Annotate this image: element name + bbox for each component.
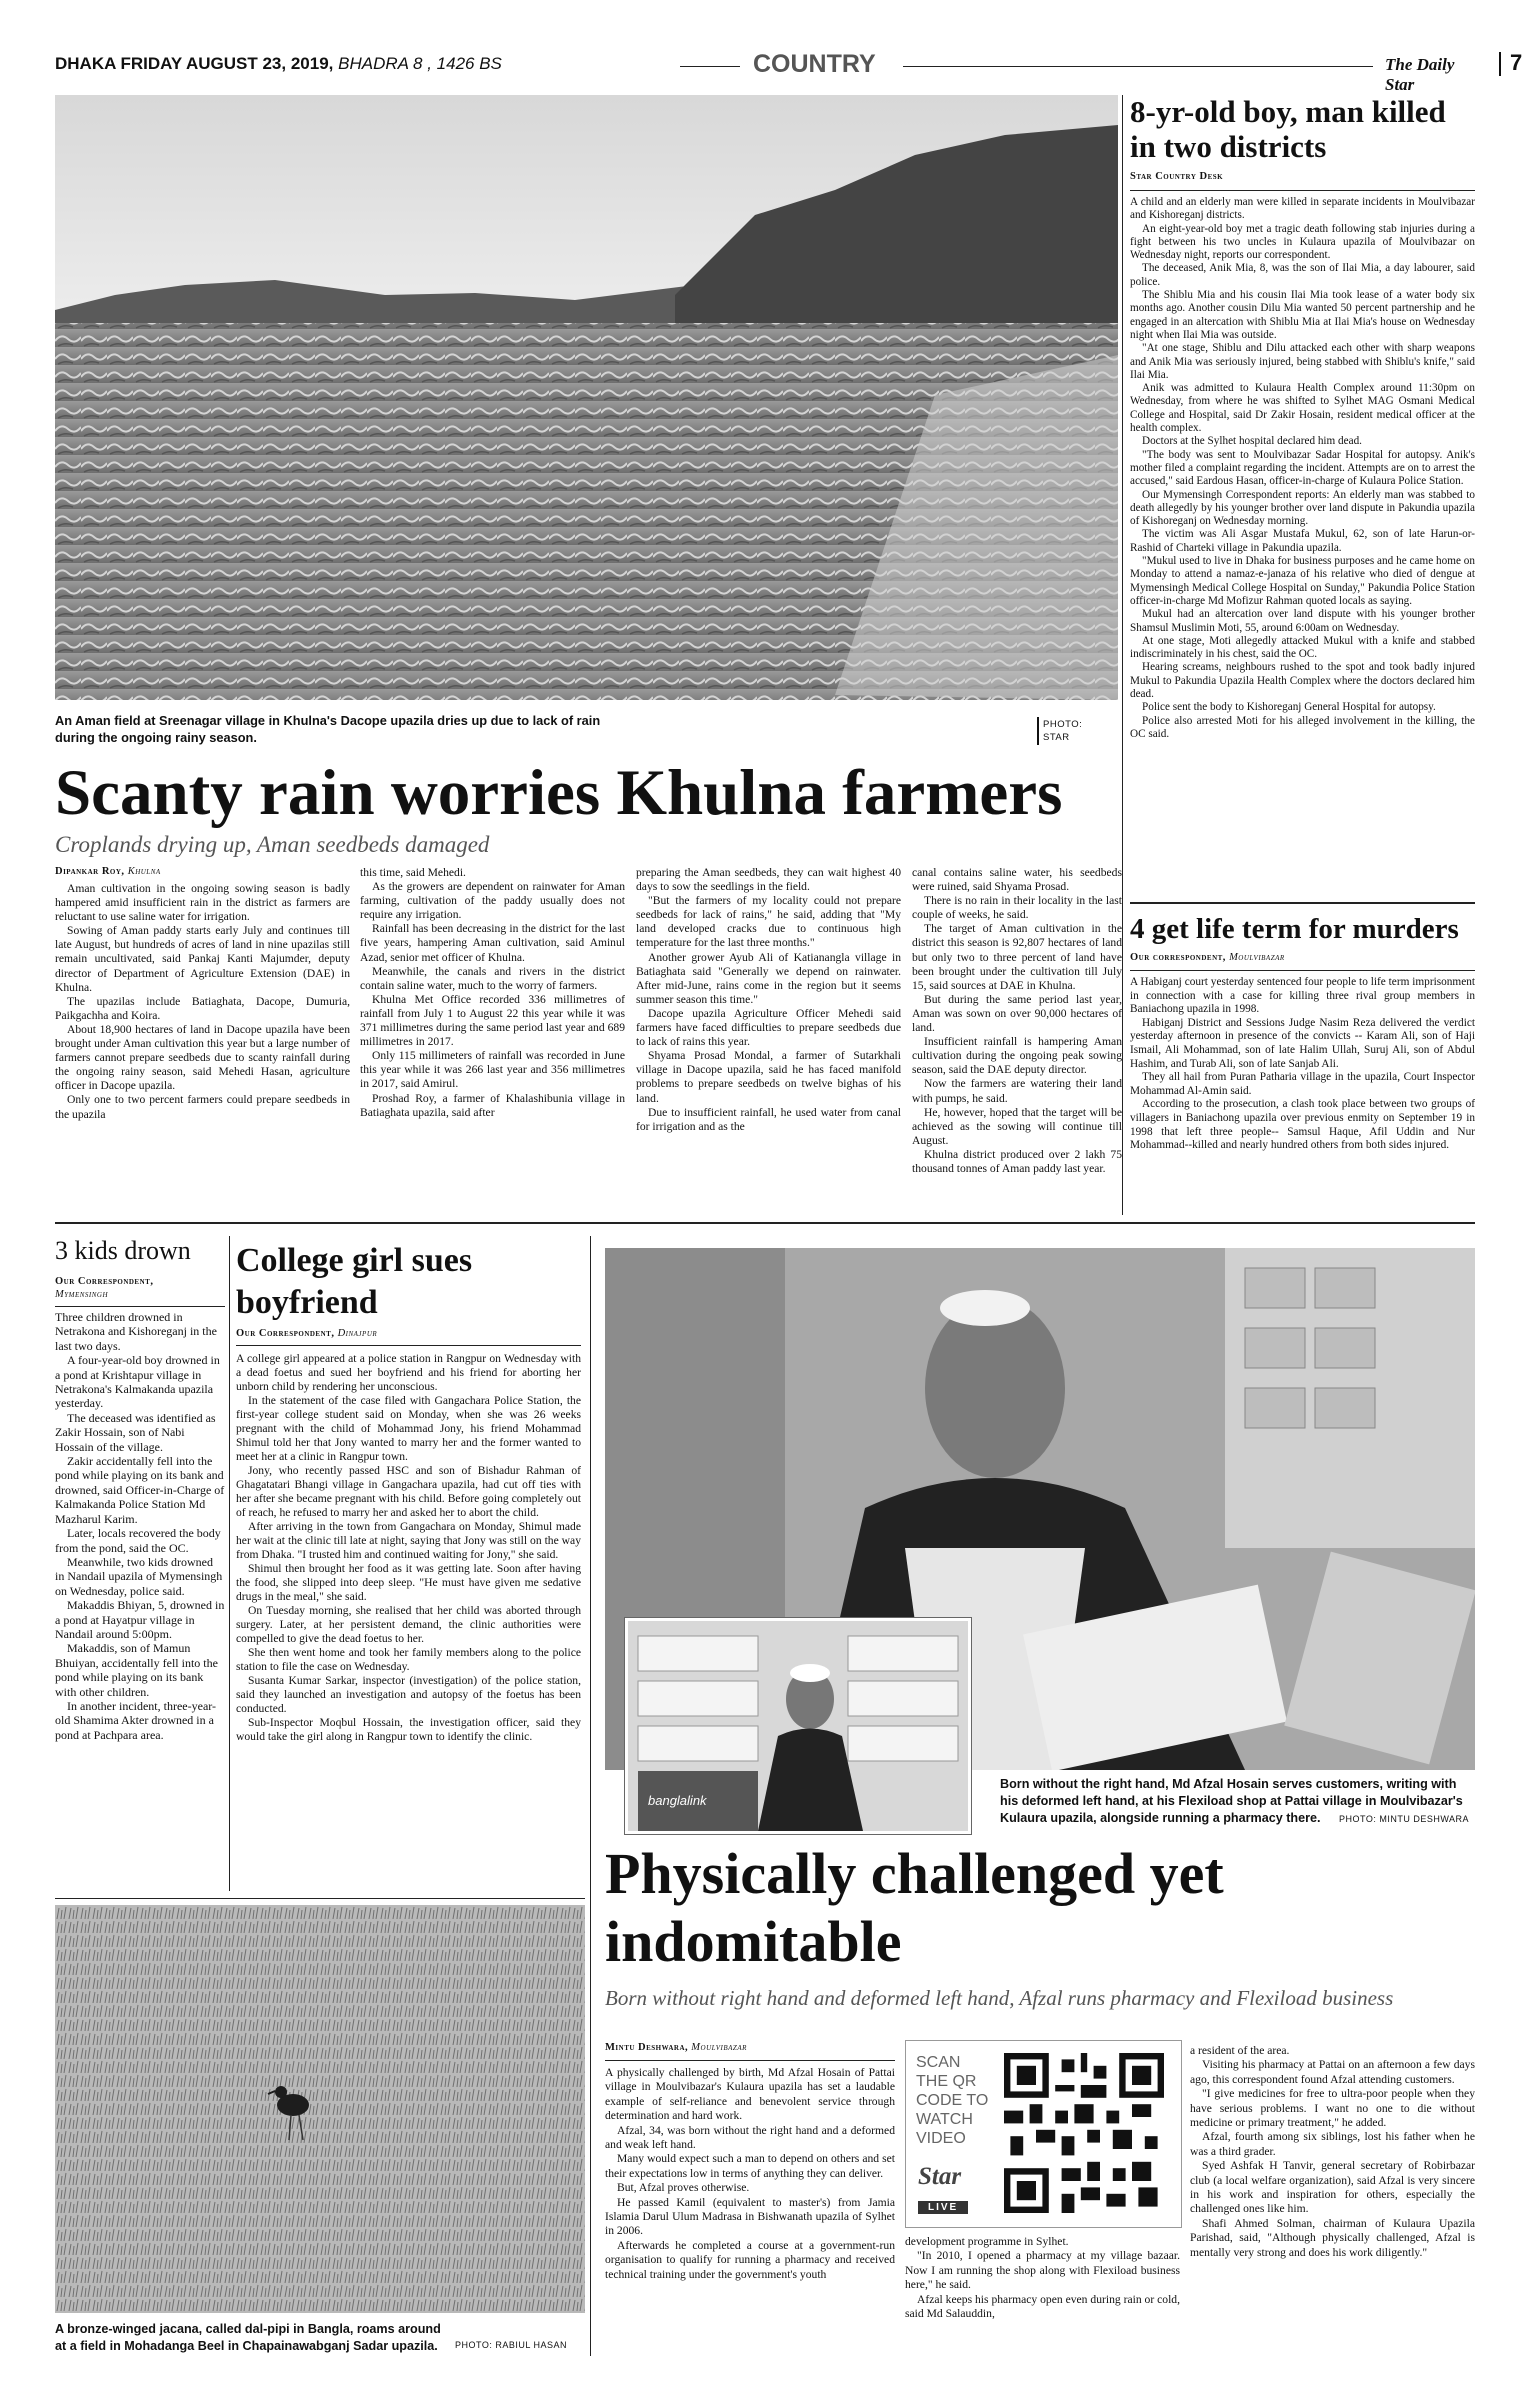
college-para: In the statement of the case filed with Gangachara Police Station, the first-year college student said on Monday, when she was 26 weeks pregnant with the child of Mohammad Jony, his friend Mohammad Shimul told her that Jony wanted to marry her and the former wanted to meet her at a clinic in Rangpur town.: [236, 1394, 581, 1463]
lead-para: But during the same period last year, Aman was sown on over 90,000 hectares of land.: [912, 992, 1122, 1035]
qr-block: [905, 2040, 1182, 2228]
lead-subhead: Croplands drying up, Aman seedbeds damaged: [55, 832, 490, 857]
afzal-para: Afzal, fourth among six siblings, lost his father when he was a third grader.: [1190, 2130, 1475, 2158]
life-term-byline-rule: [1130, 970, 1475, 971]
boy-para: "The body was sent to Moulvibazar Sadar Hospital for autopsy. Anik's mother filed a complaint regarding the incident. Attempts are on to arrest the accused," said Eardous Hasan, officer-in-charge of Kulaura Police Station.: [1130, 448, 1475, 488]
afzal-byline-name: Mintu Deshwara,: [605, 2042, 689, 2053]
masthead: [55, 50, 1523, 94]
kids-headline: 3 kids drown: [55, 1236, 191, 1265]
afzal-byline-place: Moulvibazar: [691, 2042, 747, 2053]
jacana-photo: [55, 1905, 585, 2313]
lead-para: Now the farmers are watering their land with pumps, he said.: [912, 1077, 1122, 1105]
lead-para: Khulna district produced over 2 lakh 75 thousand tonnes of Aman paddy last year.: [912, 1147, 1122, 1175]
lead-para: "But the farmers of my locality could not prepare seedbeds for lack of rains," he said, adding that "My land developed cracks due to continuous high temperature for the last three months.": [636, 894, 901, 950]
life-term-para: According to the prosecution, a clash took place between two groups of villagers in Baniachong upazila over previous enmity on September 19 in 1998 that left three people-- Samsul Haque, Afil Uddin and Nur Mohammad--killed and nearly hundred others from both sides injured.: [1130, 1098, 1475, 1152]
boy-para: An eight-year-old boy met a tragic death following stab injuries during a fight between his two uncles in Kulaura upazila of Moulvibazar on Wednesday night, reports our correspondent.: [1130, 222, 1475, 262]
kids-byline-place: Mymensingh: [55, 1289, 109, 1300]
lead-para: Rainfall has been decreasing in the district for the last five years, hampering Aman cultivation, said Aminul Azad, senior met officer of Khulna.: [360, 922, 625, 964]
afzal-byline-rule: [605, 2060, 895, 2061]
kids-para: Later, locals recovered the body from the pond, said the OC.: [55, 1526, 221, 1555]
lead-para: Meanwhile, the canals and rivers in the district contain saline water, much to the worry of farmers.: [360, 964, 625, 992]
life-term-byline: [1130, 952, 1285, 963]
masthead-rule-left: [680, 66, 740, 67]
life-term-byline-name: Our correspondent,: [1130, 952, 1226, 963]
lead-para: Aman cultivation in the ongoing sowing season is badly hampered amid insufficient rain in the district as farmers are reluctant to use saline water for irrigation.: [55, 882, 350, 924]
afzal-para: Afzal keeps his pharmacy open even during rain or cold, said Md Salauddin,: [905, 2292, 1180, 2321]
afzal-inset-photo: [625, 1618, 971, 1834]
boy-byline: Star Country Desk: [1130, 171, 1224, 182]
afzal-para: "I give medicines for free to ultra-poor people when they have serious problems. I want no one to die without medicine or primary treatment," he added.: [1190, 2087, 1475, 2130]
college-byline: [236, 1328, 377, 1339]
afzal-para: He passed Kamil (equivalent to master's) from Jamia Islamia Darul Ulum Madrasa in Bishwanath upazila of Sylhet in 2006.: [605, 2195, 895, 2238]
lead-para: Only one to two percent farmers could prepare seedbeds in the upazila: [55, 1093, 350, 1121]
afzal-para: Syed Ashfak H Tanvir, general secretary of Robirbazar club (a local welfare organization), said Afzal is very sincere in his work and inspiration for others, especially the challenged ones like him.: [1190, 2159, 1475, 2216]
qr-live-badge: LIVE: [918, 2201, 968, 2214]
kids-para: In another incident, three-year-old Shamima Akter drowned in a pond at Pachpara area.: [55, 1698, 217, 1742]
boy-para: The victim was Ali Asgar Mustafa Mukul, 62, son of late Harun-or-Rashid of Charteki village in Pakundia upazila.: [1130, 528, 1475, 554]
boy-para: A child and an elderly man were killed in separate incidents in Moulvibazar and Kishoreganj districts.: [1130, 196, 1475, 222]
lead-byline-name: Dipankar Roy,: [55, 866, 125, 877]
lead-column-3: [636, 866, 901, 1212]
lead-para: Shyama Prosad Mondal, a farmer of Sutarkhali village in Dacope upazila, said he has faced manifold problems to prepare seedbeds on twelve bighas of his land.: [636, 1049, 901, 1105]
kids-para: Makaddis Bhiyan, 5, drowned in a pond at Hayatpur village in Nandail around 5:00pm.: [55, 1598, 225, 1641]
lead-para: Only 115 millimeters of rainfall was recorded in June this year while it was 266 last year and 356 millimetres in 2017, said Amirul.: [360, 1049, 625, 1091]
lead-column-1: [55, 882, 350, 1212]
kids-college-rule: [229, 1236, 230, 1891]
boy-para: Hearing screams, neighbours rushed to the spot and took badly injured Mukul to Pakundia Upazila Health Complex where the doctors declared him dead.: [1130, 661, 1475, 700]
jacana-caption: A bronze-winged jacana, called dal-pipi in Bangla, roams around at a field in Mohadanga Beel in Chapainawabganj Sadar upazila.: [55, 2322, 441, 2353]
college-para: Sub-Inspector Moqbul Hossain, the investigation officer, said they would take the girl along in Rangpur town to identify the clinic.: [236, 1716, 581, 1743]
kids-para: The deceased was identified as Zakir Hossain, son of Nabi Hossain of the village.: [55, 1410, 216, 1454]
college-para: Shimul then brought her food as it was getting late. Soon after having the food, she slipped into deep sleep. "He must have given me sedative drugs in the meal," she said.: [236, 1562, 581, 1603]
section-title: COUNTRY: [753, 50, 876, 78]
right-column-rule: [1122, 95, 1123, 1215]
boy-para: Police sent the body to Kishoreganj General Hospital for autopsy.: [1142, 701, 1436, 714]
afzal-byline: [605, 2042, 747, 2053]
lead-para: Insufficient rainfall is hampering Aman cultivation during the ongoing peak sowing season, said the DAE deputy director.: [912, 1035, 1122, 1077]
boy-para: Doctors at the Sylhet hospital declared him dead.: [1142, 435, 1362, 448]
lead-headline: Scanty rain worries Khulna farmers: [55, 757, 1063, 829]
boy-para: "At one stage, Shiblu and Dilu attacked each other with sharp weapons and Anik Mia was seriously injured, being stabbed with Shiblu's knife," said Ilai Mia.: [1130, 342, 1475, 381]
college-headline: College girl sues boyfriend: [236, 1242, 473, 1321]
college-body: [236, 1352, 581, 1892]
college-para: Jony, who recently passed HSC and son of Bishadur Rahman of Ghagatatari Bhangi village in Gangachara upazila, had cut off ties with her after she became pregnant with his child. Before going completely out of reach, he refused to marry her and asked her to abort the child.: [236, 1464, 581, 1519]
page-number: 7: [1510, 50, 1523, 75]
life-term-para: A Habiganj court yesterday sentenced four people to life term imprisonment in connection with a case for killing three rival group members in Baniachong upazila in 1998.: [1130, 976, 1475, 1016]
boy-body: [1130, 196, 1475, 896]
jacana-illustration: [55, 1905, 585, 2313]
college-byline-place: Dinajpur: [337, 1328, 378, 1339]
afzal-para: Afzal, 34, was born without the right hand and a deformed and weak left hand.: [605, 2123, 895, 2152]
lead-para: Dacope upazila Agriculture Officer Mehedi said farmers have faced difficulties to prepare seedbeds due to lack of rains this year.: [636, 1006, 901, 1049]
dateline: [55, 54, 502, 74]
aman-field-photo: [55, 95, 1118, 700]
dateline-date: DHAKA FRIDAY AUGUST 23, 2019,: [55, 54, 334, 73]
boy-para: Our Mymensingh Correspondent reports: An elderly man was stabbed to death allegedly by his younger brother over land dispute in Pakundia upazila of Kishoreganj on Wednesday morning.: [1130, 488, 1475, 528]
kids-byline-rule: [55, 1306, 225, 1307]
afzal-column-2: [905, 2235, 1180, 2353]
lead-column-4: [912, 866, 1122, 1212]
paper-logo: The Daily Star: [1385, 55, 1455, 94]
lead-para: There is no rain in their locality in the last couple of weeks, he said.: [912, 894, 1122, 922]
boy-byline-rule: [1130, 190, 1475, 191]
college-byline-name: Our Correspondent,: [236, 1328, 335, 1339]
afzal-column-3: [1190, 2044, 1475, 2354]
lead-byline: [55, 866, 161, 877]
lead-para: Sowing of Aman paddy starts early July and continues till late August, but hundreds of acres of land in nine upazilas still remain uncultivated, said Pankaj Kanti Majumder, deputy director of Department of Agriculture Extension (DAE) in Khulna.: [55, 924, 350, 994]
kids-byline-name: Our Correspondent,: [55, 1276, 154, 1287]
college-para: After arriving in the town from Gangachara on Monday, Shimul made her wait at the clinic till late at night, saying that Jony was still on the way from Dhaka. "I trusted him and continued waiting for Jony," she said.: [236, 1520, 581, 1561]
qr-star-logo: Star: [918, 2163, 962, 2190]
boy-para: "Mukul used to live in Dhaka for business purposes and he came home on Monday to attend a namaz-e-janaza of his relative who died of dengue at Mymensingh Medical College Hospital on Sunday," Pakundia Police Station officer-in-charge Md Mofizur Rahman quoted locals as saying.: [1130, 555, 1475, 607]
life-term-para: Habiganj District and Sessions Judge Nasim Reza delivered the verdict yesterday afternoon in presence of the convicts -- Karam Ali, son of Haji Ismail, Ali Mohammad, son of late Halim Ullah, Suruj Ali, son of Abdul Hashim, and Turab Ali, son of late Sanjab Ali.: [1130, 1016, 1475, 1070]
afzal-para: Many would expect such a man to depend on others and set their expectations low in terms of anything they can deliver.: [605, 2152, 895, 2180]
afzal-headline: Physically challenged yet indomitable: [605, 1841, 1224, 1974]
afzal-subhead: Born without right hand and deformed left hand, Afzal runs pharmacy and Flexiload business: [605, 1986, 1394, 2010]
lead-para: preparing the Aman seedbeds, they can wait highest 40 days to sow the seedlings in the field.: [636, 866, 901, 894]
lead-para: The upazilas include Batiaghata, Dacope, Dumuria, Paikgachha and Koira.: [55, 994, 350, 1022]
afzal-para: Shafi Ahmed Solman, chairman of Kulaura Upazila Parishad, said, "Although physically challenged, Afzal is mentally very strong and does his work diligently.": [1190, 2216, 1475, 2259]
boy-para: Anik was admitted to Kulaura Health Complex around 11:30pm on Wednesday, from where he was shifted to Sylhet MAG Osmani Medical College and Hospital, said Dr Zakir Hosain, resident medical officer at the health complex.: [1130, 382, 1475, 435]
college-byline-rule: [236, 1345, 581, 1346]
kids-para: Makaddis, son of Mamun Bhuiyan, accidentally fell into the pond while playing on its bank with other children.: [55, 1641, 218, 1699]
lead-para: Another grower Ayub Ali of Katianangla village in Batiaghata said "Generally we depend on rainwater. After mid-June, rains come in the region but it seems summer season this time.": [636, 950, 901, 1006]
page-divider: [1499, 52, 1501, 76]
kids-para: Zakir accidentally fell into the pond while playing on its bank and drowned, said Officer-in-Charge of Kalmakanda Police Station Md Mazharul Karim.: [55, 1454, 225, 1526]
lead-para: As the growers are dependent on rainwater for Aman farming, cultivation of the paddy usually does not require any irrigation.: [360, 880, 625, 922]
lead-photo-caption: An Aman field at Sreenagar village in Khulna's Dacope upazila dries up due to lack of rain during the ongoing rainy season.: [55, 713, 601, 745]
lead-para: Due to insufficient rainfall, he used water from canal for irrigation and as the: [636, 1105, 901, 1133]
life-term-body: [1130, 976, 1475, 1211]
lead-para: Proshad Roy, a farmer of Khalashibunia village in Batiaghata upazila, said after: [360, 1091, 625, 1119]
college-para: Susanta Kumar Sarkar, inspector (investigation) of the police station, said they launched an investigation and autopsy of the foetus has been conducted.: [236, 1674, 581, 1715]
field-illustration: [55, 95, 1118, 700]
lead-photo-credit: PHOTO: STAR: [1043, 719, 1083, 743]
kids-para: Meanwhile, two kids drowned in Nandail upazila of Mymensingh on Wednesday, police said.: [55, 1554, 223, 1598]
college-para: She then went home and took her family members along to the police station to file the case on Wednesday.: [236, 1646, 581, 1673]
boy-para: The deceased, Anik Mia, 8, was the son of Ilai Mia, a day labourer, said police.: [1130, 262, 1475, 288]
life-term-top-rule: [1130, 902, 1475, 904]
life-term-byline-place: Moulvibazar: [1229, 952, 1285, 963]
lead-credit-rule: [1037, 717, 1039, 745]
inset-shop-sign: banglalink: [648, 1793, 707, 1808]
boy-para: Police also arrested Moti for his alleged involvement in the killing, the OC said.: [1130, 714, 1475, 740]
afzal-photo-credit: PHOTO: MINTU DESHWARA: [1339, 1814, 1470, 1824]
boy-para: At one stage, Moti allegedly attacked Mukul with a knife and stabbed indiscriminately in his chest, said the OC.: [1130, 634, 1475, 661]
afzal-para: But, Afzal proves otherwise.: [617, 2181, 750, 2195]
lead-column-2: [360, 866, 625, 1212]
lead-para: The target of Aman cultivation in the district this season is 92,807 hectares of land but only two to three percent of land have been brought under the cultivation till July 15, said sources at DAE in Khulna.: [912, 922, 1122, 992]
qr-text: SCAN THE QR CODE TO WATCH VIDEO: [916, 2054, 989, 2147]
boy-para: The Shiblu Mia and his cousin Ilai Mia took lease of a water body six months ago. Another cousin Dilu Mia wanted 50 percent partnership and he engaged in an altercation with Shiblu Mia at Ilai Mia's house on Wednesday night when Ilai Mia was outside.: [1130, 289, 1475, 341]
qr-code: [1004, 2053, 1164, 2213]
college-para: On Tuesday morning, she realised that her child was aborted through surgery. Later, at her persistent demand, the clinic authorities were compelled to give the dead foetus to her.: [236, 1604, 581, 1645]
afzal-para: "In 2010, I opened a pharmacy at my village bazaar. Now I am running the shop along with Flexiload business here," he said.: [905, 2249, 1180, 2292]
afzal-para: Visiting his pharmacy at Pattai on an afternoon a few days ago, this correspondent found Afzal attending customers.: [1190, 2058, 1475, 2086]
lead-para: About 18,900 hectares of land in Dacope upazila have been brought under Aman cultivation this year but a large number of farmers cannot prepare seedbeds due to scanty rainfall during the ongoing rainy season, said Mehedi Hasan, agriculture officer in Dacope upazila.: [55, 1022, 350, 1093]
afzal-para: development programme in Sylhet.: [905, 2235, 1069, 2248]
kids-body: [55, 1310, 225, 1890]
college-para: A college girl appeared at a police station in Rangpur on Wednesday with a dead foetus and sued her boyfriend and his friend for aborting her unborn child by rendering her unconscious.: [236, 1352, 581, 1393]
section-divider: [55, 1222, 1475, 1224]
jacana-credit: PHOTO: RABIUL HASAN: [455, 2340, 568, 2350]
life-term-para: They all hail from Puran Patharia village in the upazila, Court Inspector Mohammad Al-Amin said.: [1130, 1071, 1475, 1097]
kids-para: Three children drowned in Netrakona and Kishoreganj in the last two days.: [55, 1310, 217, 1353]
lead-para: canal contains saline water, his seedbeds were ruined, said Shyama Prosad.: [912, 866, 1122, 894]
kids-para: A four-year-old boy drowned in a pond at Krishtapur village in Netrakona's Kalmakanda upazila yesterday.: [55, 1353, 220, 1411]
afzal-column-1: [605, 2066, 895, 2351]
boy-para: Mukul had an altercation over land dispute with his younger brother Shamsul Muslimin Moti, 55, around 6:00am on Wednesday.: [1130, 608, 1475, 634]
lead-para: He, however, hoped that the target will be achieved as the sowing will continue till August.: [912, 1105, 1122, 1147]
lead-para: Khulna Met Office recorded 336 millimetres of rainfall from July 1 to August 22 this year while it was 371 millimetres during the same period last year and 689 millimetres in 2017.: [360, 992, 625, 1049]
masthead-rule-right: [903, 66, 1373, 67]
afzal-photo-caption: Born without the right hand, Md Afzal Hosain serves customers, writing with his deformed left hand, at his Flexiload shop at Pattai village in Moulvibazar's Kulaura upazila, alongside running a pharmacy there.: [1000, 1777, 1463, 1825]
afzal-para: Afterwards he completed a course at a government-run organisation to qualify for running a pharmacy and received technical training under the government's youth: [605, 2238, 895, 2281]
afzal-para: a resident of the area.: [1190, 2044, 1290, 2057]
lead-byline-place: Khulna: [127, 866, 161, 877]
life-term-headline: 4 get life term for murders: [1130, 913, 1459, 945]
jacana-top-rule: [55, 1898, 585, 1899]
lead-para: this time, said Mehedi.: [360, 866, 466, 879]
afzal-para: A physically challenged by birth, Md Afzal Hosain of Pattai village in Moulvibazar's Kulaura upazila has set a laudable example of self-reliance and benevolent service through determination and hard work.: [605, 2066, 895, 2123]
afzal-left-rule: [590, 1236, 591, 2356]
boy-headline: 8-yr-old boy, man killed in two districts: [1130, 94, 1446, 164]
kids-byline: [55, 1275, 225, 1301]
dateline-bhadra: BHADRA 8 , 1426 BS: [338, 54, 502, 73]
